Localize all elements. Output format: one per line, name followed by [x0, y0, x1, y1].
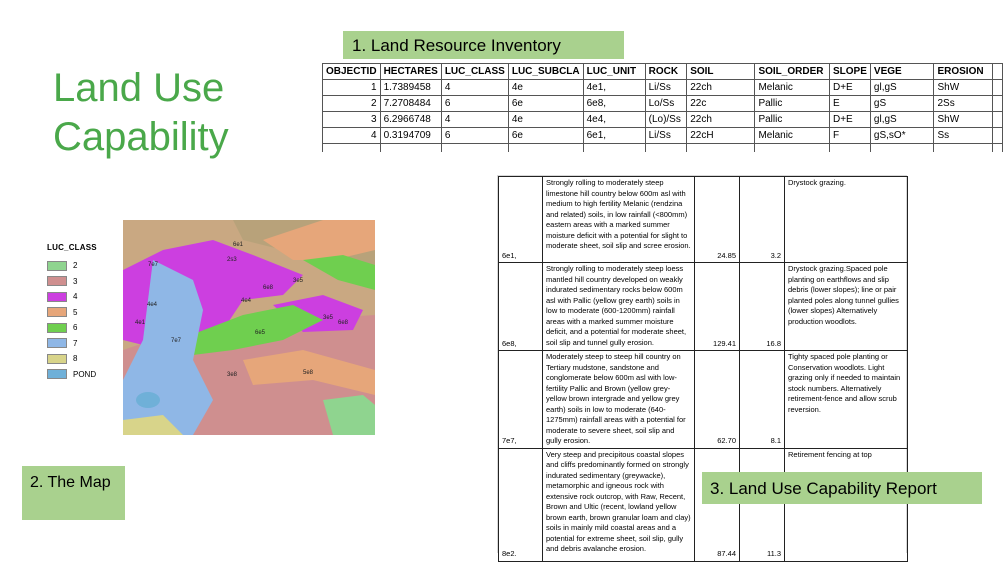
- table-row: [323, 128, 1003, 144]
- table-cell: D+E: [830, 80, 871, 96]
- legend-swatch: [47, 338, 67, 348]
- table-cell: 6.2966748: [380, 112, 441, 128]
- column-header: ROCK: [645, 64, 687, 80]
- table-cell: Li/Ss: [645, 80, 687, 96]
- luc-map-image: [123, 220, 375, 435]
- map-unit-label: 4e4: [241, 298, 252, 304]
- report-unit-use: Retirement fencing at top: [785, 448, 908, 561]
- table-cell: Melanic: [755, 80, 830, 96]
- report-unit-value: 8.1: [740, 351, 785, 449]
- map-unit-label: 6e8: [338, 320, 349, 326]
- legend-swatch: [47, 307, 67, 317]
- legend-item: [47, 320, 117, 336]
- callout-land-use-capability-report: 3. Land Use Capability Report: [702, 472, 982, 504]
- report-unit-description: Strongly rolling to moderately steep limestone hill country below 600m asl with medium to high fertility Melanic (rendzina and related) soils, in low rainfall (<800mm) eastern areas with a marked summer moisture deficit with a potential for slight to moderate sheet, soil slip and scree erosion.: [543, 177, 695, 263]
- column-header: HECTARES: [380, 64, 441, 80]
- column-header: SOIL_ORDER: [755, 64, 830, 80]
- report-unit-description: Very steep and precipitous coastal slopes and cliffs predominantly formed on strongly indurated sedimentary (greywacke), metamorphic and igneous rock with extensive rock outcrop, with Raw, Recent, Brown and Ultic (recent, lowland yellow brown earth, brown granular loam and clay) soils in mainly mild coastal areas and a potential for extreme sheet, soil slip, gully and debris avalanche erosion.: [543, 448, 695, 561]
- callout-land-resource-inventory: 1. Land Resource Inventory: [343, 31, 624, 59]
- table-cell: 7.2708484: [380, 96, 441, 112]
- column-header: VEGE: [870, 64, 934, 80]
- table-cell: Li/Ss: [645, 128, 687, 144]
- map-region-pond: [136, 392, 160, 408]
- report-unit-area: 87.44: [695, 448, 740, 561]
- table-cell: 1.7389458: [380, 80, 441, 96]
- report-unit-area: 24.85: [695, 177, 740, 263]
- legend-item: [47, 289, 117, 305]
- report-row: [499, 448, 908, 561]
- table-cell: Melanic: [755, 128, 830, 144]
- legend-label: POND: [73, 369, 97, 379]
- table-cell: F: [830, 128, 871, 144]
- report-row: [499, 177, 908, 263]
- table-cell: 4e: [508, 112, 583, 128]
- report-unit-area: 129.41: [695, 263, 740, 351]
- land-resource-inventory-table: [322, 63, 1003, 151]
- legend-swatch: [47, 261, 67, 271]
- map-unit-label: 6e1: [233, 242, 244, 248]
- map-unit-label: 6e5: [255, 330, 266, 336]
- legend-item: [47, 305, 117, 321]
- report-unit-value: 11.3: [740, 448, 785, 561]
- legend-label: 4: [73, 292, 78, 302]
- report-unit-value: 16.8: [740, 263, 785, 351]
- table-row: [323, 96, 1003, 112]
- table-cell: 6e8,: [583, 96, 645, 112]
- map-unit-label: 4e1: [135, 320, 146, 326]
- legend-item: [47, 258, 117, 274]
- legend-swatch: [47, 369, 67, 379]
- map-legend: [47, 243, 117, 382]
- luc-map: [123, 220, 375, 435]
- map-unit-label: 2s3: [227, 257, 237, 263]
- report-row: [499, 351, 908, 449]
- table-cell: 4: [441, 80, 508, 96]
- legend-item: [47, 336, 117, 352]
- table-cell: 3: [323, 112, 381, 128]
- column-header: LUC_SUBCLA: [508, 64, 583, 80]
- legend-label: 3: [73, 276, 78, 286]
- table-cell: D+E: [830, 112, 871, 128]
- callout-the-map: 2. The Map: [22, 466, 125, 520]
- map-unit-label: 7e7: [148, 262, 159, 268]
- report-unit-value: 3.2: [740, 177, 785, 263]
- table-cell: 4: [323, 128, 381, 144]
- table-cell: 4: [441, 112, 508, 128]
- legend-label: 2: [73, 261, 78, 271]
- legend-label: 8: [73, 354, 78, 364]
- table-cell: Pallic: [755, 96, 830, 112]
- table-cell-overflow: [993, 112, 1003, 128]
- report-row: [499, 263, 908, 351]
- map-unit-label: 7e7: [171, 338, 182, 344]
- table-cell: 22cH: [687, 128, 755, 144]
- table-cell: 4e: [508, 80, 583, 96]
- table-cell: gS: [870, 96, 934, 112]
- legend-swatch: [47, 354, 67, 364]
- column-header-overflow: [993, 64, 1003, 80]
- report-unit-code: 6e8,: [499, 263, 543, 351]
- table-cell: 1: [323, 80, 381, 96]
- report-unit-description: Moderately steep to steep hill country on Tertiary mudstone, sandstone and conglomerate below 600m asl with low-fertility Pallic and Brown (yellow grey-yellow brown intergrade and yellow grey earth) soils in low to moderate (640-1275mm) rainfall areas with a potential for moderate to severe sheet, soil slip and gully erosion.: [543, 351, 695, 449]
- table-cell: 22ch: [687, 112, 755, 128]
- table-cell: 22ch: [687, 80, 755, 96]
- table-cell: (Lo)/Ss: [645, 112, 687, 128]
- table-cell: 6: [441, 128, 508, 144]
- table-cell: gl,gS: [870, 112, 934, 128]
- inventory-header-row: [323, 64, 1003, 80]
- table-cell: 2Ss: [934, 96, 993, 112]
- table-cell: 2: [323, 96, 381, 112]
- legend-item: [47, 367, 117, 383]
- legend-label: 5: [73, 307, 78, 317]
- column-header: SOIL: [687, 64, 755, 80]
- table-row-cut-off: [323, 144, 1003, 152]
- map-unit-label: 5e8: [303, 370, 314, 376]
- map-unit-label: 3e5: [293, 278, 304, 284]
- legend-item: [47, 351, 117, 367]
- table-cell: E: [830, 96, 871, 112]
- table-cell: gl,gS: [870, 80, 934, 96]
- report-unit-code: 8e2.: [499, 448, 543, 561]
- table-cell: 6e1,: [583, 128, 645, 144]
- map-unit-label: 3e5: [323, 315, 334, 321]
- report-unit-use: Tighty spaced pole planting or Conservation woodlots. Light grazing only if needed to maintain stock numbers. Alternatively retirement-fence and allow scrub reversion.: [785, 351, 908, 449]
- column-header: OBJECTID: [323, 64, 381, 80]
- table-cell: 4e1,: [583, 80, 645, 96]
- column-header: LUC_CLASS: [441, 64, 508, 80]
- table-cell: Lo/Ss: [645, 96, 687, 112]
- table-cell: gS,sO*: [870, 128, 934, 144]
- legend-swatch: [47, 276, 67, 286]
- report-unit-code: 6e1,: [499, 177, 543, 263]
- report-unit-code: 7e7,: [499, 351, 543, 449]
- legend-swatch: [47, 292, 67, 302]
- legend-title: LUC_CLASS: [47, 243, 97, 252]
- table-cell: 4e4,: [583, 112, 645, 128]
- map-unit-label: 3e8: [227, 372, 238, 378]
- column-header: SLOPE: [830, 64, 871, 80]
- table-cell: 6e: [508, 96, 583, 112]
- column-header: EROSION: [934, 64, 993, 80]
- legend-label: 7: [73, 338, 78, 348]
- table-cell: Pallic: [755, 112, 830, 128]
- report-unit-use: Drystock grazing.Spaced pole planting on earthflows and slip debris (lower slopes); line or pair planted poles along tunnel gullies (lower slopes) Alternatively production woodlots.: [785, 263, 908, 351]
- slide-title: Land Use Capability: [53, 66, 229, 159]
- map-unit-label: 6e8: [263, 285, 274, 291]
- legend-swatch: [47, 323, 67, 333]
- table-row: [323, 112, 1003, 128]
- table-cell: Ss: [934, 128, 993, 144]
- table-row: [323, 80, 1003, 96]
- legend-label: 6: [73, 323, 78, 333]
- report-unit-area: 62.70: [695, 351, 740, 449]
- legend-item: [47, 274, 117, 290]
- report-unit-use: Drystock grazing.: [785, 177, 908, 263]
- table-cell: ShW: [934, 80, 993, 96]
- map-unit-label: 4e4: [147, 302, 158, 308]
- table-cell-overflow: [993, 96, 1003, 112]
- column-header: LUC_UNIT: [583, 64, 645, 80]
- table-cell: 6: [441, 96, 508, 112]
- table-cell: ShW: [934, 112, 993, 128]
- table-cell-overflow: [993, 128, 1003, 144]
- table-cell: 0.3194709: [380, 128, 441, 144]
- table-cell: 6e: [508, 128, 583, 144]
- table-cell-overflow: [993, 80, 1003, 96]
- table-cell: 22c: [687, 96, 755, 112]
- report-unit-description: Strongly rolling to moderately steep loess mantled hill country developed on weakly indurated sedimentary rocks below 600m asl with Pallic (yellow grey earth) soils in low to moderate (600-1200mm) rainfall areas with a marked summer moisture deficit, and a potential for moderate sheet, soil slip and tunnel gully erosion.: [543, 263, 695, 351]
